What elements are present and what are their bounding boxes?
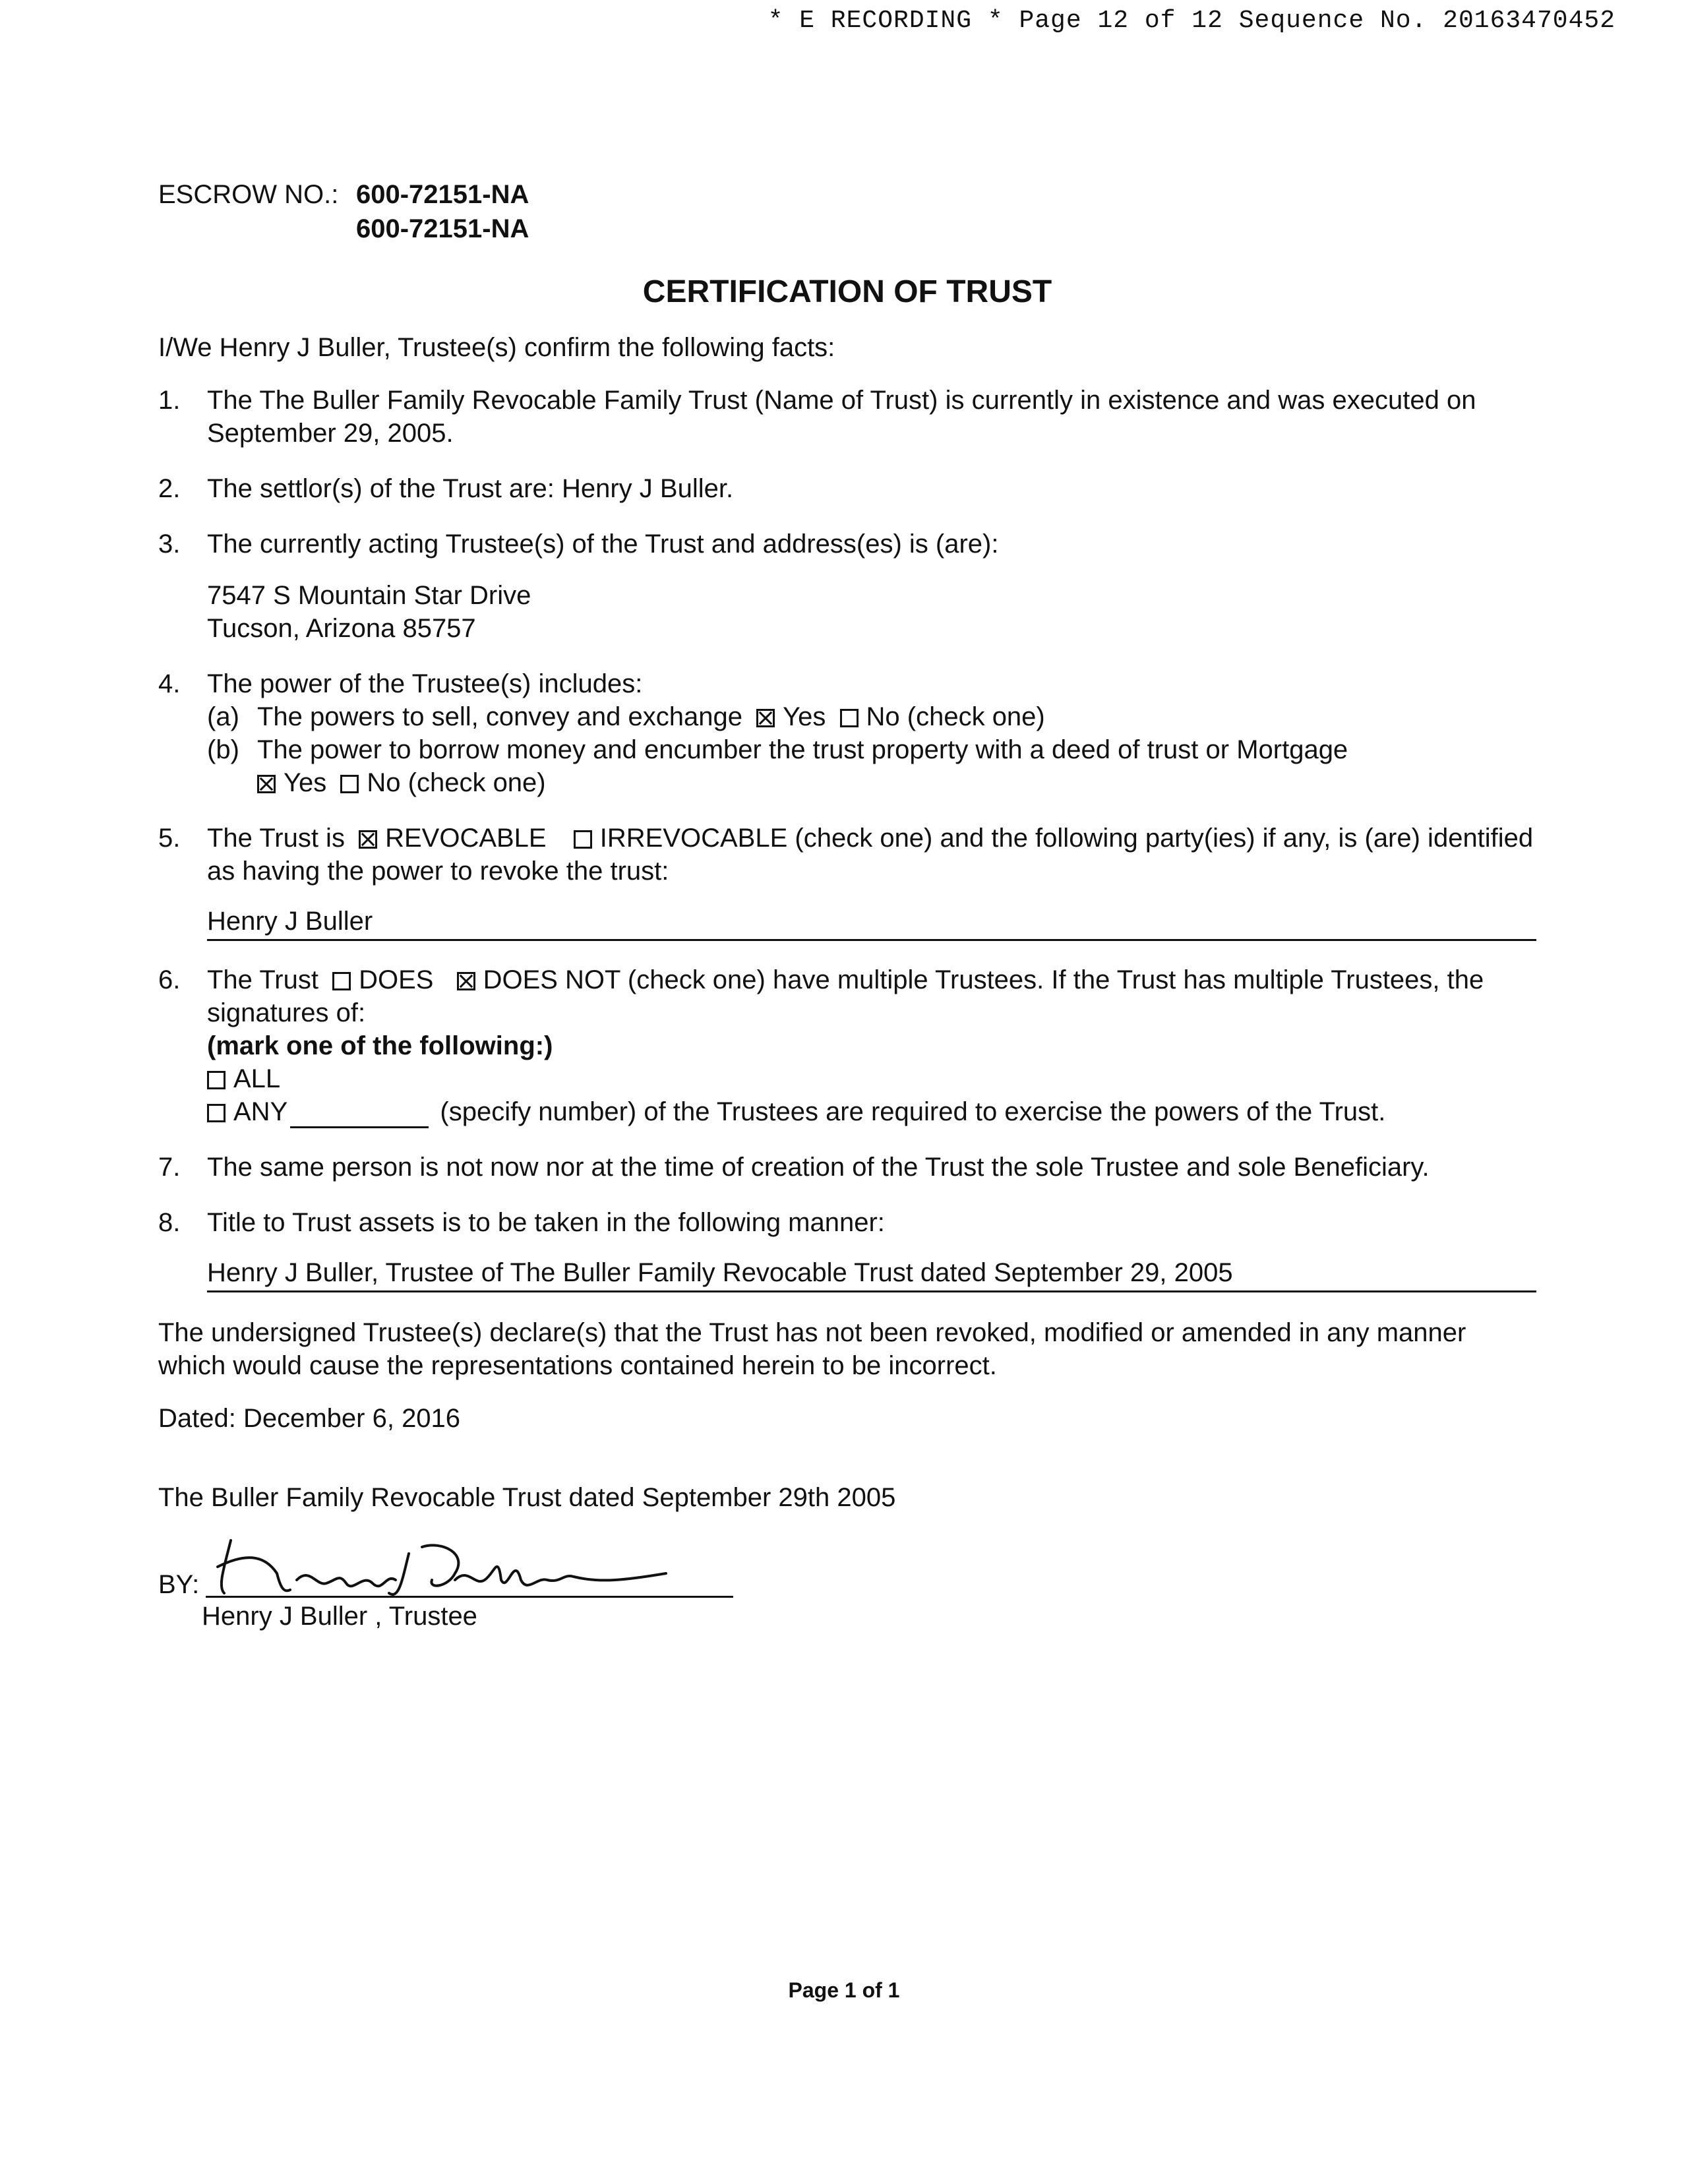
sub-letter: (b) (207, 735, 239, 764)
item-3 (158, 528, 1536, 645)
item-number: 8. (158, 1208, 181, 1237)
item-number: 2. (158, 474, 181, 503)
item-number: 3. (158, 530, 181, 559)
checkbox-label: DOES (359, 965, 434, 994)
checkbox-any[interactable] (207, 1104, 226, 1122)
item-text: The The Buller Family Revocable Family Trust (Name of Trust) is currently in existence and was executed on September 29, 2005. (207, 386, 1476, 448)
item-text: The Trust (207, 965, 318, 994)
sub-letter: (a) (207, 702, 239, 731)
item-number: 1. (158, 386, 181, 415)
recording-header: * E RECORDING * Page 12 of 12 Sequence No. 20163470452 (768, 7, 1615, 35)
handwritten-signature (204, 1527, 679, 1606)
signature-line (206, 1596, 733, 1598)
escrow-number-1: 600-72151-NA (356, 180, 529, 209)
option-all (207, 1062, 1536, 1095)
item-4a (207, 700, 1536, 733)
revoking-party-field[interactable]: Henry J Buller (207, 905, 1536, 941)
checkbox-all[interactable] (207, 1071, 226, 1089)
checkbox-label: ALL (233, 1064, 281, 1093)
title-manner-field[interactable]: Henry J Buller, Trustee of The Buller Family Revocable Trust dated September 29, 2005 (207, 1256, 1536, 1292)
intro-statement: I/We Henry J Buller, Trustee(s) confirm the following facts: (158, 333, 835, 362)
certification-body (158, 178, 1536, 1631)
checkbox-label: DOES NOT (483, 965, 620, 994)
item-4 (158, 667, 1536, 799)
trustee-address (207, 579, 1536, 645)
item-text-continued: (check one) and the following party(ies) if any, is (are) identified as having the power to revoke the trust: (207, 824, 1534, 886)
item-8 (158, 1206, 1536, 1292)
escrow-block (158, 178, 1536, 251)
trust-name-line: The Buller Family Revocable Trust dated September 29th 2005 (158, 1483, 896, 1512)
item-text: The Trust is (207, 824, 345, 853)
checkbox-label: REVOCABLE (385, 824, 547, 853)
mark-instruction: (mark one of the following:) (207, 1031, 553, 1060)
any-suffix-text: (specify number) of the Trustees are required to exercise the powers of the Trust. (440, 1097, 1386, 1126)
sub-text: The powers to sell, convey and exchange (257, 702, 742, 731)
item-number: 6. (158, 965, 181, 994)
item-7 (158, 1151, 1536, 1184)
checkbox-label: Yes (783, 702, 826, 731)
page-number: Page 1 of 1 (788, 1978, 900, 2002)
item-text: The currently acting Trustee(s) of the Trust and address(es) is (are): (207, 530, 999, 559)
declaration-paragraph: The undersigned Trustee(s) declare(s) that the Trust has not been revoked, modified or amended in any manner which would cause the representations contained herein to be incorrect. (158, 1318, 1466, 1380)
signature-block (158, 1527, 1536, 1631)
item-2 (158, 472, 1536, 505)
item-number: 5. (158, 824, 181, 853)
item-text: The same person is not now nor at the time of creation of the Trust the sole Trustee and sole Beneficiary. (207, 1153, 1430, 1182)
dated-line: Dated: December 6, 2016 (158, 1404, 461, 1433)
item-number: 7. (158, 1153, 181, 1182)
checkbox-label: Yes (284, 768, 327, 797)
checkbox-does[interactable] (332, 972, 351, 990)
item-6 (158, 963, 1536, 1128)
escrow-number-2: 600-72151-NA (356, 214, 529, 243)
checkbox-revocable[interactable] (359, 830, 377, 849)
item-text: The settlor(s) of the Trust are: Henry J Buller. (207, 474, 734, 503)
checkbox-4a-yes[interactable] (756, 709, 775, 727)
item-text-continued: (check one) have multiple Trustees. If the Trust has multiple Trustees, the signatures of: (207, 965, 1484, 1027)
checkbox-label: No (check one) (866, 702, 1045, 731)
checkbox-4b-no[interactable] (340, 775, 359, 793)
checkbox-label: No (check one) (367, 768, 546, 797)
item-text: Title to Trust assets is to be taken in the following manner: (207, 1208, 885, 1237)
item-number: 4. (158, 669, 181, 698)
option-any (207, 1095, 1536, 1128)
escrow-label: ESCROW NO.: (158, 180, 339, 209)
sub-text: The power to borrow money and encumber the trust property with a deed of trust or Mortgage (257, 735, 1348, 764)
item-5 (158, 822, 1536, 941)
item-text: The power of the Trustee(s) includes: (207, 669, 643, 698)
checkbox-irrevocable[interactable] (574, 830, 592, 849)
by-label: BY: (158, 1570, 200, 1599)
checkbox-4b-yes[interactable] (257, 775, 276, 793)
address-line-2: Tucson, Arizona 85757 (207, 614, 476, 643)
item-1 (158, 384, 1536, 450)
checkbox-label: IRREVOCABLE (599, 824, 788, 853)
checkbox-does-not[interactable] (457, 972, 475, 990)
checkbox-label: ANY (233, 1097, 288, 1126)
checkbox-4a-no[interactable] (840, 709, 859, 727)
address-line-1: 7547 S Mountain Star Drive (207, 581, 531, 610)
any-number-field[interactable] (290, 1104, 429, 1128)
item-4b (207, 733, 1536, 799)
signer-name: Henry J Buller , Trustee (202, 1602, 477, 1631)
document-title: CERTIFICATION OF TRUST (642, 274, 1052, 309)
